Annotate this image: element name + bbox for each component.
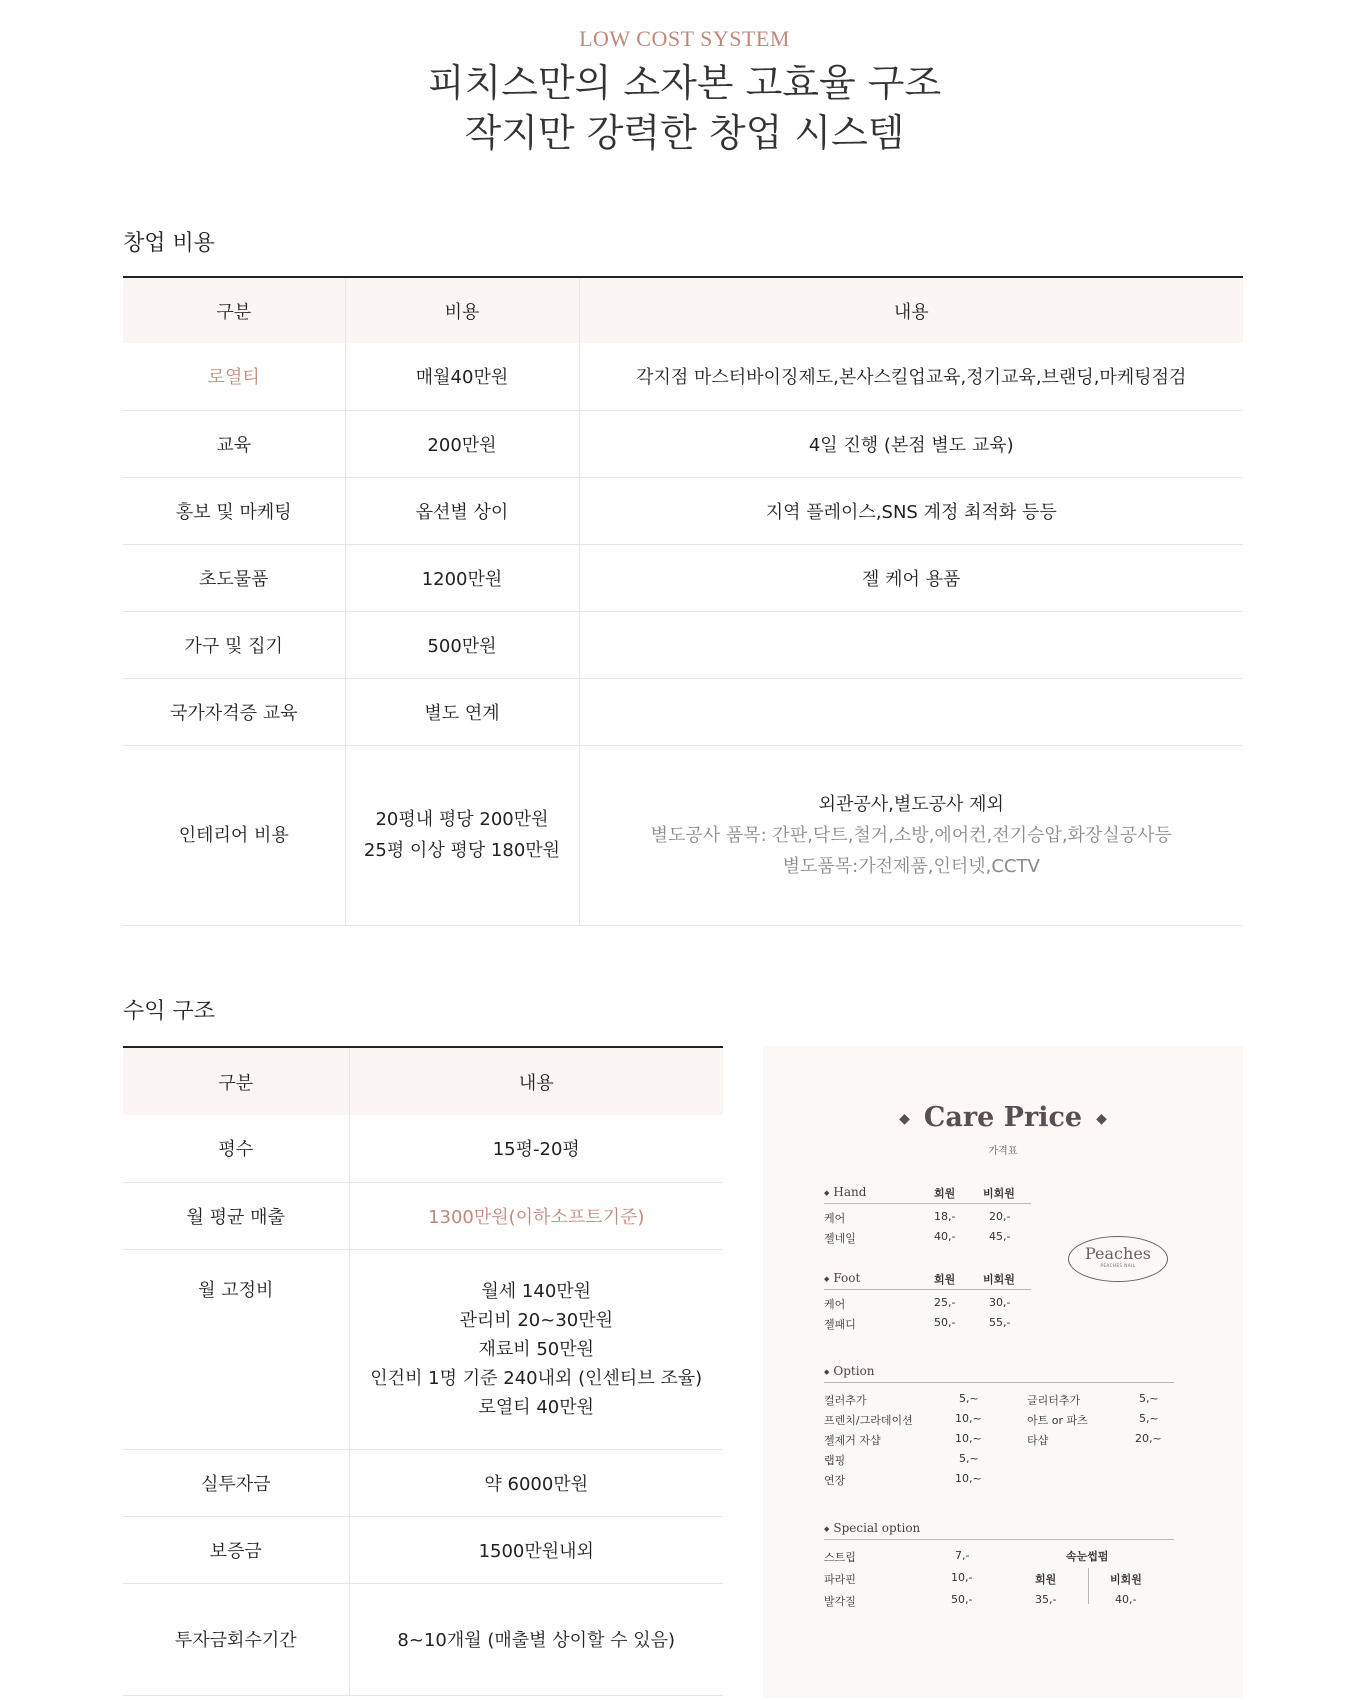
profit-structure-table — [123, 1046, 723, 1696]
table-row — [123, 745, 1243, 925]
option-heading-text: Option — [833, 1364, 875, 1378]
option-name: 랩핑 — [824, 1454, 846, 1467]
category-cell: 월 고정비 — [123, 1249, 349, 1449]
detail-cell — [579, 745, 1243, 925]
category-cell: 국가자격증 교육 — [123, 678, 345, 745]
member-header: 회원 — [1035, 1573, 1057, 1586]
table-header-row — [123, 277, 1243, 343]
option-price: 5,~ — [1139, 1412, 1159, 1425]
hand-heading-text: Hand — [833, 1185, 867, 1199]
special-price: 7,- — [955, 1549, 970, 1562]
detail-line: 월세 140만원 — [481, 1280, 592, 1302]
table-header-row — [123, 1047, 723, 1115]
detail-cell: 15평-20평 — [349, 1115, 723, 1182]
category-cell: 인테리어 비용 — [123, 745, 345, 925]
category-cell: 홍보 및 마케팅 — [123, 477, 345, 544]
detail-cell: 1500만원내외 — [349, 1516, 723, 1583]
divider — [824, 1382, 1174, 1383]
logo-text: Peaches — [1085, 1244, 1151, 1263]
table-row — [123, 343, 1243, 410]
detail-cell: 각지점 마스터바이징제도,본사스킬업교육,정기교육,브랜딩,마케팅점검 — [579, 343, 1243, 410]
column-header: 내용 — [579, 277, 1243, 343]
startup-cost-title: 창업 비용 — [123, 231, 216, 256]
column-header: 내용 — [349, 1047, 723, 1115]
detail-line: 별도공사 품목: 간판,닥트,철거,소방,에어컨,전기승압,화장실공사등 — [650, 824, 1172, 846]
cost-line: 25평 이상 평당 180만원 — [363, 840, 561, 861]
table-row — [123, 611, 1243, 678]
diamond-icon: ◆ — [824, 1367, 830, 1376]
option-name: 아트 or 파츠 — [1027, 1414, 1088, 1427]
logo-subtext: PEACHES NAIL — [1100, 1263, 1136, 1268]
detail-cell: 젤 케어 용품 — [579, 544, 1243, 611]
lash-member-price: 35,- — [1035, 1593, 1057, 1606]
nonmember-header: 비회원 — [983, 1187, 1015, 1200]
option-name: 젤제거 자샵 — [824, 1434, 881, 1447]
detail-line: 외관공사,별도공사 제외 — [818, 793, 1004, 815]
divider — [824, 1539, 1174, 1540]
option-price: 20,~ — [1135, 1432, 1162, 1445]
member-header: 회원 — [934, 1187, 956, 1200]
price-nonmember: 30,- — [989, 1296, 1011, 1309]
foot-heading-text: Foot — [833, 1271, 861, 1285]
headline-line-1: 피치스만의 소자본 고효율 구조 — [427, 61, 942, 105]
category-cell: 실투자금 — [123, 1449, 349, 1516]
table-row — [123, 1249, 723, 1449]
table-row — [123, 477, 1243, 544]
table-row — [123, 1449, 723, 1516]
divider — [824, 1289, 1031, 1290]
special-name: 파라핀 — [824, 1573, 856, 1586]
peaches-logo — [1068, 1236, 1168, 1282]
cost-line: 20평내 평당 200만원 — [375, 809, 549, 830]
detail-line: 관리비 20~30만원 — [459, 1309, 614, 1331]
special-option-heading — [824, 1521, 920, 1535]
lash-perm-title: 속눈썹펌 — [1066, 1550, 1109, 1563]
option-heading — [824, 1364, 875, 1378]
option-price: 10,~ — [955, 1472, 982, 1485]
special-option-heading-text: Special option — [833, 1521, 921, 1535]
option-price: 5,~ — [959, 1452, 979, 1465]
cost-cell — [345, 745, 579, 925]
category-cell: 가구 및 집기 — [123, 611, 345, 678]
cost-cell: 500만원 — [345, 611, 579, 678]
detail-line: 인건비 1명 기준 240내외 (인센티브 조율) — [370, 1367, 703, 1389]
table-row — [123, 410, 1243, 477]
special-price: 50,- — [951, 1593, 973, 1606]
card-title — [763, 1102, 1243, 1133]
diamond-icon: ◆ — [824, 1524, 830, 1533]
category-cell: 투자금회수기간 — [123, 1583, 349, 1695]
price-member: 40,- — [934, 1230, 956, 1243]
option-name: 타샵 — [1027, 1434, 1049, 1447]
diamond-icon: ◆ — [899, 1110, 910, 1127]
hand-heading — [824, 1185, 866, 1199]
nonmember-header: 비회원 — [1110, 1573, 1142, 1586]
diamond-icon: ◆ — [824, 1188, 830, 1197]
eyebrow-label: LOW COST SYSTEM — [579, 26, 790, 51]
price-nonmember: 55,- — [989, 1316, 1011, 1329]
headline-line-2: 작지만 강력한 창업 시스템 — [464, 111, 905, 155]
detail-cell — [349, 1249, 723, 1449]
detail-line: 로열티 40만원 — [478, 1396, 595, 1418]
card-subtitle: 가격표 — [988, 1146, 1018, 1157]
cost-cell: 200만원 — [345, 410, 579, 477]
category-cell: 교육 — [123, 410, 345, 477]
column-header: 구분 — [123, 277, 345, 343]
detail-line: 별도품목:가전제품,인터넷,CCTV — [782, 855, 1040, 877]
divider — [1088, 1568, 1089, 1604]
detail-cell — [579, 611, 1243, 678]
category-cell: 보증금 — [123, 1516, 349, 1583]
lash-nonmember-price: 40,- — [1115, 1593, 1137, 1606]
column-header: 비용 — [345, 277, 579, 343]
table-row — [123, 678, 1243, 745]
foot-heading — [824, 1271, 860, 1285]
special-name: 발각질 — [824, 1595, 856, 1608]
card-title-text: Care Price — [923, 1102, 1083, 1133]
option-price: 10,~ — [955, 1432, 982, 1445]
category-cell: 평수 — [123, 1115, 349, 1182]
option-price: 10,~ — [955, 1412, 982, 1425]
category-cell: 초도물품 — [123, 544, 345, 611]
price-nonmember: 45,- — [989, 1230, 1011, 1243]
table-row — [123, 544, 1243, 611]
option-name: 컬러추가 — [824, 1394, 867, 1407]
price-member: 25,- — [934, 1296, 956, 1309]
option-price: 5,~ — [1139, 1392, 1159, 1405]
detail-line: 재료비 50만원 — [478, 1338, 595, 1360]
price-item-name: 젤패디 — [824, 1318, 856, 1331]
column-header: 구분 — [123, 1047, 349, 1115]
category-cell: 월 평균 매출 — [123, 1182, 349, 1249]
table-row — [123, 1182, 723, 1249]
diamond-icon: ◆ — [1096, 1110, 1107, 1127]
cost-cell: 별도 연계 — [345, 678, 579, 745]
special-name: 스트립 — [824, 1551, 856, 1564]
table-row — [123, 1583, 723, 1695]
special-price: 10,- — [951, 1571, 973, 1584]
option-name: 글리터추가 — [1027, 1394, 1081, 1407]
table-row — [123, 1115, 723, 1182]
profit-structure-title: 수익 구조 — [123, 999, 216, 1024]
price-item-name: 젤네일 — [824, 1232, 856, 1245]
price-member: 50,- — [934, 1316, 956, 1329]
detail-cell — [579, 678, 1243, 745]
page-header — [0, 26, 1369, 158]
option-name: 연장 — [824, 1474, 846, 1487]
care-price-card — [763, 1046, 1243, 1698]
member-header: 회원 — [934, 1273, 956, 1286]
detail-cell: 지역 플레이스,SNS 계정 최적화 등등 — [579, 477, 1243, 544]
detail-cell: 1300만원(이하소프트기준) — [349, 1182, 723, 1249]
detail-cell: 4일 진행 (본점 별도 교육) — [579, 410, 1243, 477]
cost-cell: 매월40만원 — [345, 343, 579, 410]
nonmember-header: 비회원 — [983, 1273, 1015, 1286]
table-row — [123, 1516, 723, 1583]
price-item-name: 케어 — [824, 1212, 846, 1225]
cost-cell: 옵션별 상이 — [345, 477, 579, 544]
startup-cost-table — [123, 276, 1243, 926]
price-member: 18,- — [934, 1210, 956, 1223]
diamond-icon: ◆ — [824, 1274, 830, 1283]
option-name: 프렌치/그라데이션 — [824, 1414, 913, 1427]
detail-cell: 8~10개월 (매출별 상이할 수 있음) — [349, 1583, 723, 1695]
detail-cell: 약 6000만원 — [349, 1449, 723, 1516]
price-item-name: 케어 — [824, 1298, 846, 1311]
price-nonmember: 20,- — [989, 1210, 1011, 1223]
cost-cell: 1200만원 — [345, 544, 579, 611]
category-cell: 로열티 — [123, 343, 345, 410]
divider — [824, 1203, 1031, 1204]
option-price: 5,~ — [959, 1392, 979, 1405]
